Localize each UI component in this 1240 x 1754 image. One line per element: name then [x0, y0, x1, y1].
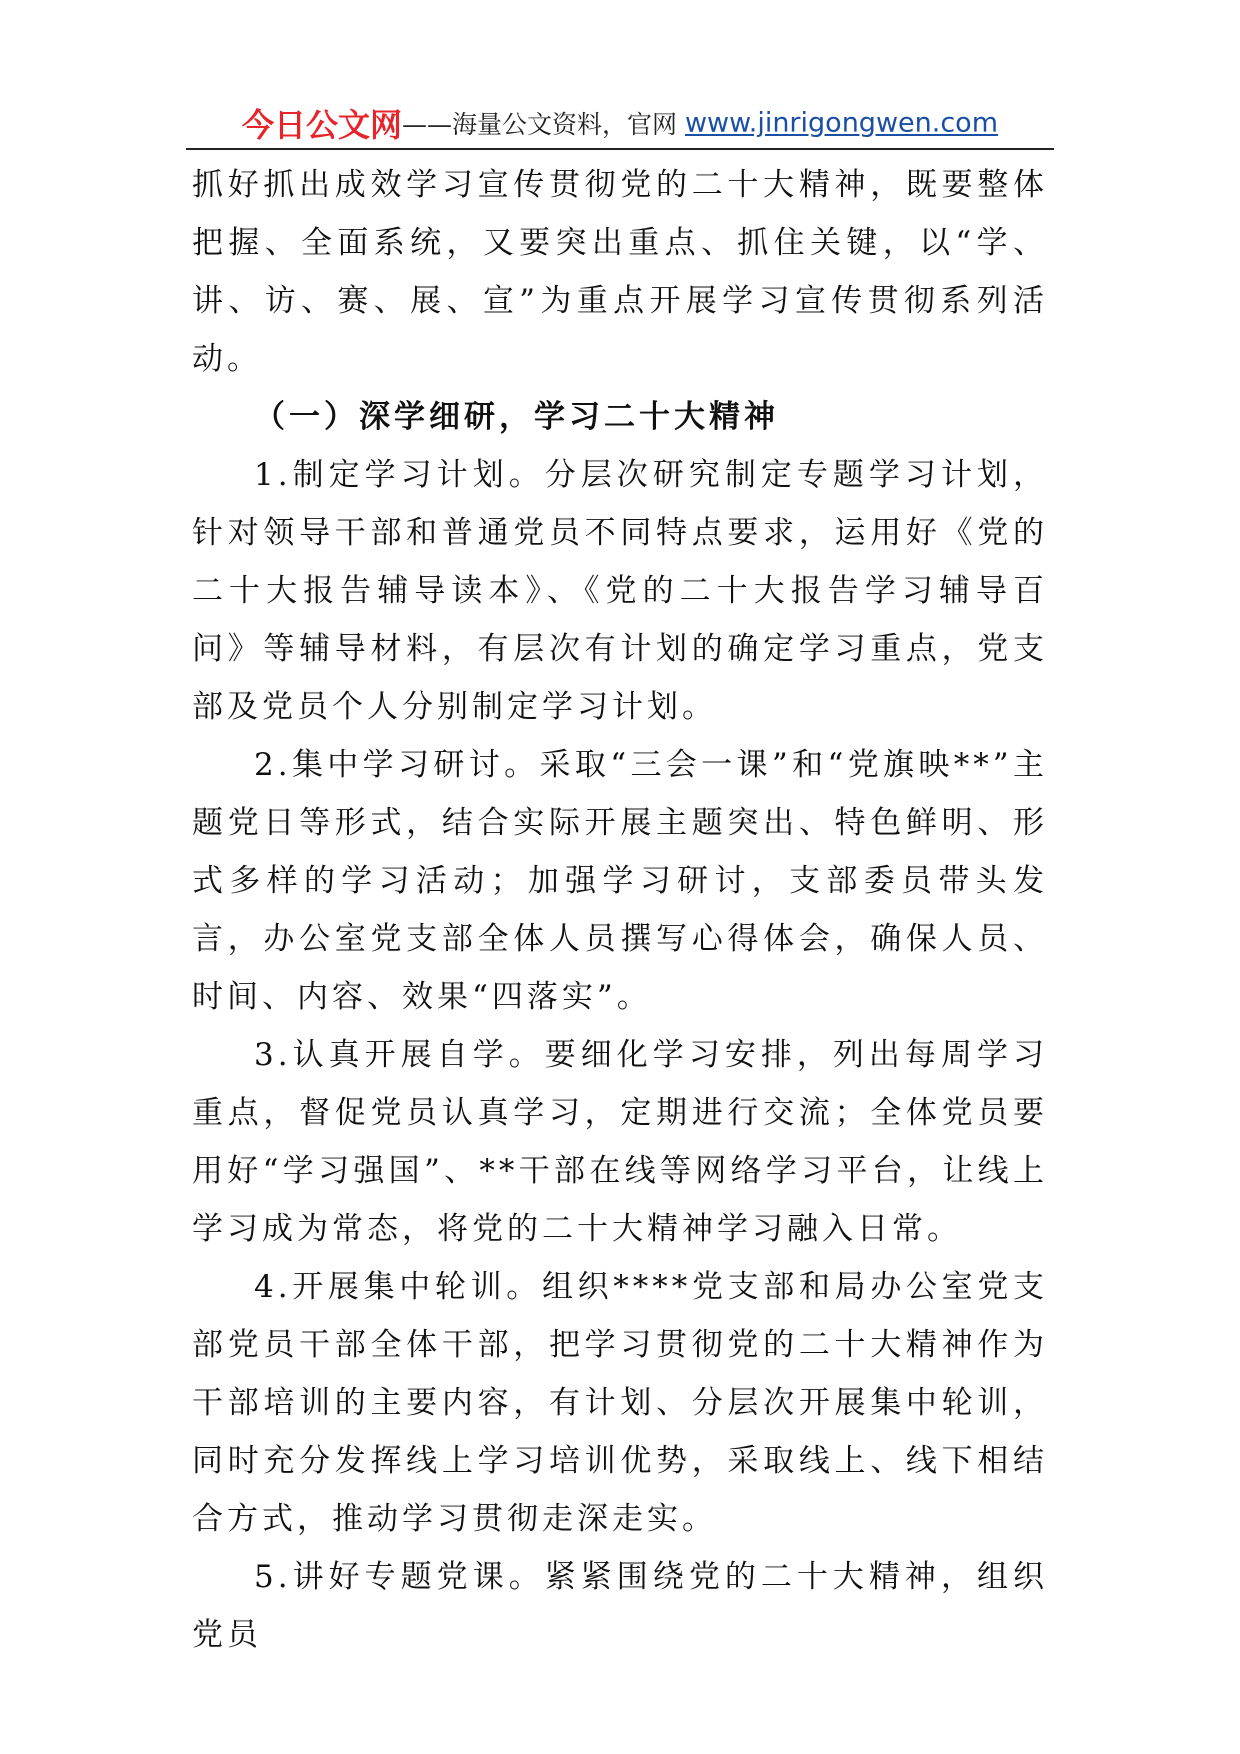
site-tagline: ——海量公文资料，官网: [402, 110, 685, 139]
document-body: [192, 156, 1048, 1664]
site-url-link[interactable]: www.jinrigongwen.com: [684, 107, 998, 139]
section-heading: （一）深学细研，学习二十大精神: [254, 399, 779, 435]
paragraph-group-study: 2.集中学习研讨。采取“三会一课”和“党旗映**”主题党日等形式，结合实际开展主题突出、特色鲜明、形式多样的学习活动；加强学习研讨，支部委员带头发言，办公室党支部全体人员撰写心得体会，确保人员、时间、内容、效果“四落实”。: [192, 747, 1048, 1015]
paragraph-training: 4.开展集中轮训。组织****党支部和局办公室党支部党员干部全体干部，把学习贯彻党的二十大精神作为干部培训的主要内容，有计划、分层次开展集中轮训，同时充分发挥线上学习培训优势，采取线上、线下相结合方式，推动学习贯彻走深走实。: [192, 1269, 1048, 1537]
header-divider: [186, 148, 1054, 150]
page-header: [186, 100, 1054, 150]
site-brand: 今日公文网: [242, 106, 403, 144]
paragraph-study-plan: 1.制定学习计划。分层次研究制定专题学习计划，针对领导干部和普通党员不同特点要求，运用好《党的二十大报告辅导读本》、《党的二十大报告学习辅导百问》等辅导材料，有层次有计划的确定学习重点，党支部及党员个人分别制定学习计划。: [192, 457, 1048, 725]
intro-paragraph: 抓好抓出成效学习宣传贯彻党的二十大精神，既要整体把握、全面系统，又要突出重点、抓住关键，以“学、讲、访、赛、展、宣”为重点开展学习宣传贯彻系列活动。: [192, 167, 1048, 377]
paragraph-self-study: 3.认真开展自学。要细化学习安排，列出每周学习重点，督促党员认真学习，定期进行交流；全体党员要用好“学习强国”、**干部在线等网络学习平台，让线上学习成为常态，将党的二十大精神学习融入日常。: [192, 1037, 1048, 1247]
paragraph-party-lecture: 5.讲好专题党课。紧紧围绕党的二十大精神，组织党员: [192, 1559, 1048, 1653]
